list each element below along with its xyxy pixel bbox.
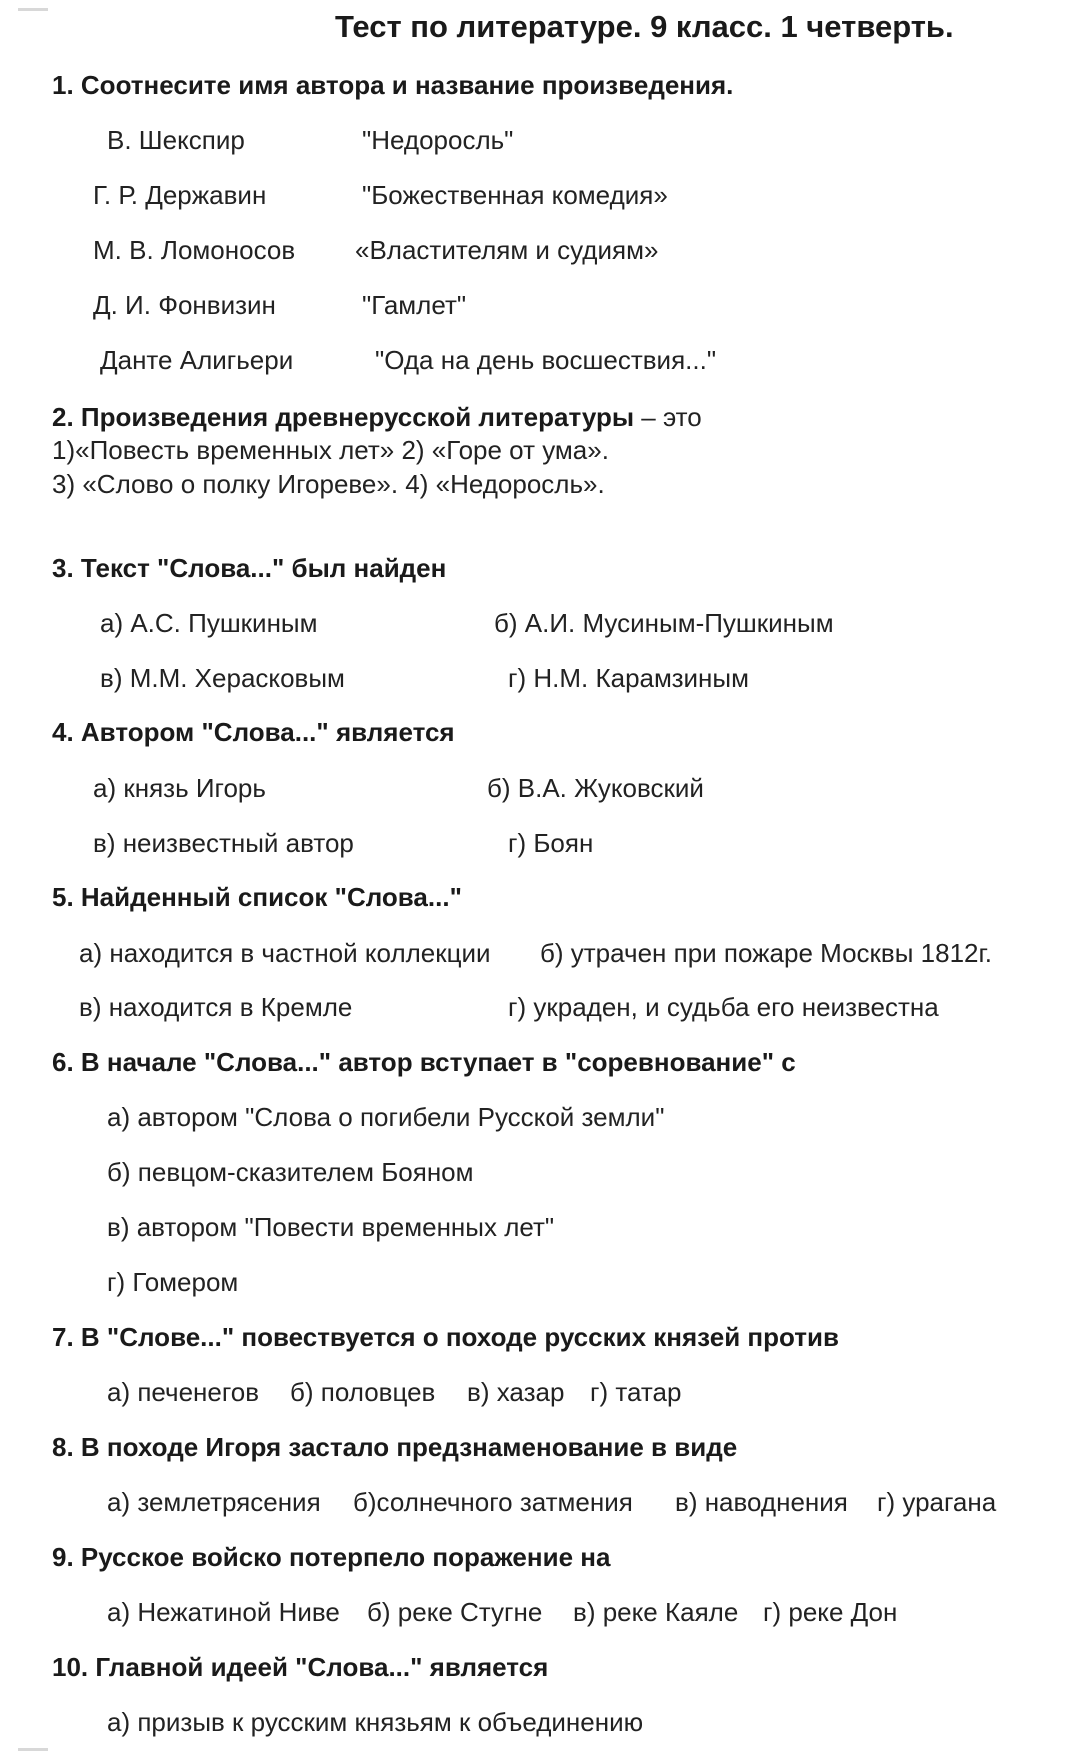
- question-2-tail: – это: [634, 402, 702, 432]
- bottom-left-mark: [18, 1748, 48, 1751]
- q1-work-4: "Гамлет": [362, 290, 467, 320]
- question-2: 2. Произведения древнерусской литературы: [52, 402, 635, 432]
- q4-option-b: б) В.А. Жуковский: [487, 773, 704, 803]
- q1-author-4: Д. И. Фонвизин: [93, 290, 276, 320]
- question-9: 9. Русское войско потерпело поражение на: [52, 1542, 611, 1572]
- q5-option-a: а) находится в частной коллекции: [79, 938, 491, 968]
- q9-option-d: г) реке Дон: [763, 1597, 898, 1627]
- q9-option-b: б) реке Стугне: [367, 1597, 543, 1627]
- q1-author-3: М. В. Ломоносов: [93, 235, 296, 265]
- q9-option-c: в) реке Каяле: [573, 1597, 739, 1627]
- q1-work-5: "Ода на день восшествия...": [375, 345, 717, 375]
- q3-option-a: а) А.С. Пушкиным: [100, 608, 318, 638]
- question-4: 4. Автором "Слова..." является: [52, 717, 455, 747]
- q1-work-3: «Властителям и судиям»: [355, 235, 659, 265]
- q8-option-b: б)солнечного затмения: [353, 1487, 633, 1517]
- question-1: 1. Соотнесите имя автора и название произведения.: [52, 70, 734, 100]
- question-8: 8. В походе Игоря застало предзнаменование в виде: [52, 1432, 738, 1462]
- question-7: 7. В "Слове..." повествуется о походе русских князей против: [52, 1322, 839, 1352]
- q10-option-a: а) призыв к русским князьям к объединению: [107, 1707, 644, 1737]
- q4-option-c: в) неизвестный автор: [93, 828, 354, 858]
- q1-author-2: Г. Р. Державин: [93, 180, 267, 210]
- top-left-mark: [18, 8, 48, 11]
- q6-option-d: г) Гомером: [107, 1267, 239, 1297]
- question-10: 10. Главной идеей "Слова..." является: [52, 1652, 549, 1682]
- question-5: 5. Найденный список "Слова...": [52, 882, 462, 912]
- q8-option-a: а) землетрясения: [107, 1487, 321, 1517]
- q3-option-b: б) А.И. Мусиным-Пушкиным: [494, 608, 834, 638]
- q1-work-2: "Божественная комедия»: [362, 180, 668, 210]
- q2-line-3: 3) «Слово о полку Игореве». 4) «Недоросль».: [52, 469, 605, 499]
- q5-option-c: в) находится в Кремле: [79, 992, 353, 1022]
- q9-option-a: а) Нежатиной Ниве: [107, 1597, 340, 1627]
- q1-work-1: "Недоросль": [362, 125, 514, 155]
- q3-option-d: г) Н.М. Карамзиным: [508, 663, 749, 693]
- q4-option-a: а) князь Игорь: [93, 773, 266, 803]
- page-title: Тест по литературе. 9 класс. 1 четверть.: [335, 9, 954, 44]
- q6-option-c: в) автором "Повести временных лет": [107, 1212, 555, 1242]
- question-3: 3. Текст "Слова..." был найден: [52, 553, 447, 583]
- q7-option-c: в) хазар: [467, 1377, 565, 1407]
- q1-author-1: В. Шекспир: [107, 125, 245, 155]
- q7-option-d: г) татар: [590, 1377, 682, 1407]
- q3-option-c: в) М.М. Херасковым: [100, 663, 345, 693]
- q7-option-b: б) половцев: [290, 1377, 436, 1407]
- q1-author-5: Данте Алигьери: [100, 345, 294, 375]
- question-6: 6. В начале "Слова..." автор вступает в "соревнование" с: [52, 1047, 796, 1077]
- q6-option-b: б) певцом-сказителем Бояном: [107, 1157, 474, 1187]
- q5-option-b: б) утрачен при пожаре Москвы 1812г.: [540, 938, 993, 968]
- question-2-line: [52, 402, 702, 432]
- q5-option-d: г) украден, и судьба его неизвестна: [508, 992, 939, 1022]
- q8-option-d: г) урагана: [877, 1487, 997, 1517]
- q4-option-d: г) Боян: [508, 828, 594, 858]
- q8-option-c: в) наводнения: [675, 1487, 848, 1517]
- q6-option-a: а) автором "Слова о погибели Русской земли": [107, 1102, 665, 1132]
- q7-option-a: а) печенегов: [107, 1377, 260, 1407]
- q2-line-2: 1)«Повесть временных лет» 2) «Горе от ума».: [52, 435, 609, 465]
